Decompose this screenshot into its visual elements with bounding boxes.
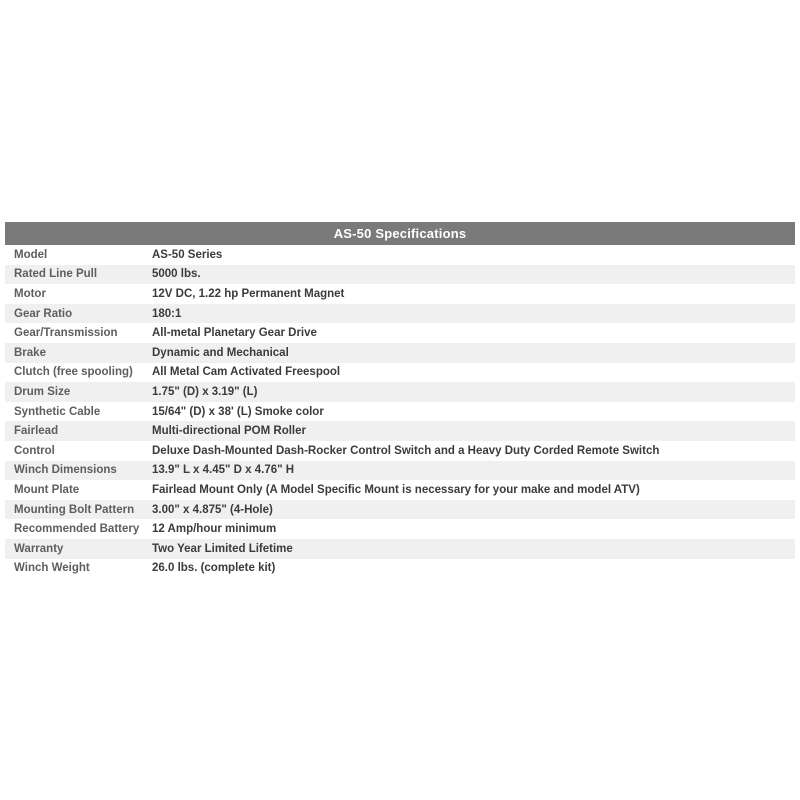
table-body [5, 245, 795, 578]
spec-value: 1.75" (D) x 3.19" (L) [152, 385, 258, 398]
table-row [5, 539, 795, 559]
table-row [5, 461, 795, 481]
spec-label: Winch Weight [14, 562, 90, 575]
spec-value: Multi-directional POM Roller [152, 425, 306, 438]
spec-value: 5000 lbs. [152, 268, 201, 281]
spec-value: 12V DC, 1.22 hp Permanent Magnet [152, 287, 345, 300]
table-row [5, 441, 795, 461]
spec-value: Deluxe Dash-Mounted Dash-Rocker Control Switch and a Heavy Duty Corded Remote Switch [152, 444, 660, 457]
spec-label: Recommended Battery [14, 523, 140, 536]
spec-label: Synthetic Cable [14, 405, 101, 418]
spec-value: 13.9" L x 4.45" D x 4.76" H [152, 464, 295, 477]
table-row [5, 519, 795, 539]
table-row [5, 421, 795, 441]
spec-value: 15/64" (D) x 38' (L) Smoke color [152, 405, 324, 418]
spec-value: All Metal Cam Activated Freespool [152, 366, 341, 379]
spec-label: Rated Line Pull [14, 268, 98, 281]
table-row [5, 284, 795, 304]
spec-label: Drum Size [14, 385, 71, 398]
table-row [5, 402, 795, 422]
spec-label: Winch Dimensions [14, 464, 117, 477]
spec-value: AS-50 Series [152, 248, 223, 261]
spec-value: 26.0 lbs. (complete kit) [152, 562, 276, 575]
table-row [5, 559, 795, 579]
spec-label: Model [14, 248, 48, 261]
specifications-table [5, 222, 795, 578]
table-row [5, 304, 795, 324]
table-row [5, 323, 795, 343]
spec-value: Dynamic and Mechanical [152, 346, 289, 359]
table-row [5, 500, 795, 520]
spec-label: Gear Ratio [14, 307, 73, 320]
spec-label: Clutch (free spooling) [14, 366, 133, 379]
table-title: AS-50 Specifications [5, 222, 795, 245]
spec-label: Motor [14, 287, 46, 300]
spec-label: Control [14, 444, 55, 457]
table-row [5, 480, 795, 500]
spec-label: Gear/Transmission [14, 327, 118, 340]
spec-label: Fairlead [14, 425, 59, 438]
spec-value: 180:1 [152, 307, 182, 320]
spec-value: 3.00" x 4.875" (4-Hole) [152, 503, 273, 516]
table-row [5, 265, 795, 285]
spec-label: Mounting Bolt Pattern [14, 503, 135, 516]
spec-label: Brake [14, 346, 46, 359]
table-row [5, 245, 795, 265]
table-row [5, 343, 795, 363]
spec-label: Warranty [14, 542, 64, 555]
table-row [5, 363, 795, 383]
spec-value: 12 Amp/hour minimum [152, 523, 277, 536]
spec-value: Fairlead Mount Only (A Model Specific Mount is necessary for your make and model ATV) [152, 483, 640, 496]
spec-value: All-metal Planetary Gear Drive [152, 327, 317, 340]
spec-value: Two Year Limited Lifetime [152, 542, 293, 555]
table-row [5, 382, 795, 402]
spec-label: Mount Plate [14, 483, 80, 496]
